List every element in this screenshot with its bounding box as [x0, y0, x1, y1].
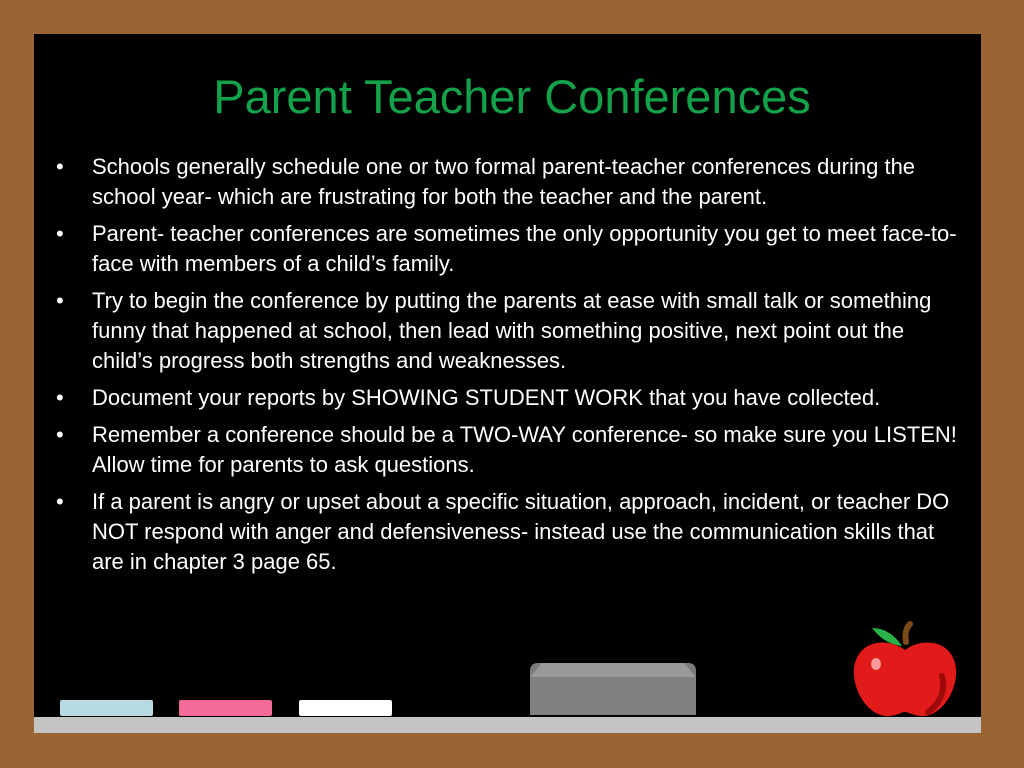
eraser-icon — [528, 661, 698, 717]
bullet-item — [56, 219, 961, 279]
bullet-marker: • — [56, 422, 64, 447]
bullet-marker: • — [56, 221, 64, 246]
bullet-text: If a parent is angry or upset about a specific situation, approach, incident, or teacher DO NOT respond with anger and defensiveness- instead use the communication skills that are in chapter 3 page 65. — [92, 489, 950, 574]
chalk-blue — [60, 700, 153, 716]
bullet-list — [56, 152, 961, 584]
bullet-item — [56, 383, 961, 413]
bullet-text: Document your reports by SHOWING STUDENT WORK that you have collected. — [92, 385, 881, 410]
chalk-ledge — [34, 717, 981, 733]
slide-title: Parent Teacher Conferences — [213, 70, 811, 123]
bullet-marker: • — [56, 154, 64, 179]
bullet-text: Try to begin the conference by putting the parents at ease with small talk or something funny that happened at school, then lead with something positive, next point out the child’s progress both strengths and weaknesses. — [92, 288, 932, 373]
bullet-marker: • — [56, 385, 64, 410]
bullet-marker: • — [56, 489, 64, 514]
bullet-item — [56, 152, 961, 212]
bullet-item — [56, 286, 961, 376]
bullet-text: Remember a conference should be a TWO-WAY conference- so make sure you LISTEN! Allow time for parents to ask questions. — [92, 422, 957, 477]
apple-icon — [850, 620, 960, 720]
bullet-text: Parent- teacher conferences are sometimes the only opportunity you get to meet face-to-face with members of a child’s family. — [92, 221, 957, 276]
chalk-white — [299, 700, 392, 716]
bullet-item — [56, 420, 961, 480]
bullet-marker: • — [56, 288, 64, 313]
bullet-item — [56, 487, 961, 577]
chalk-pink — [179, 700, 272, 716]
bullet-text: Schools generally schedule one or two formal parent-teacher conferences during the school year- which are frustrating for both the teacher and the parent. — [92, 154, 916, 209]
